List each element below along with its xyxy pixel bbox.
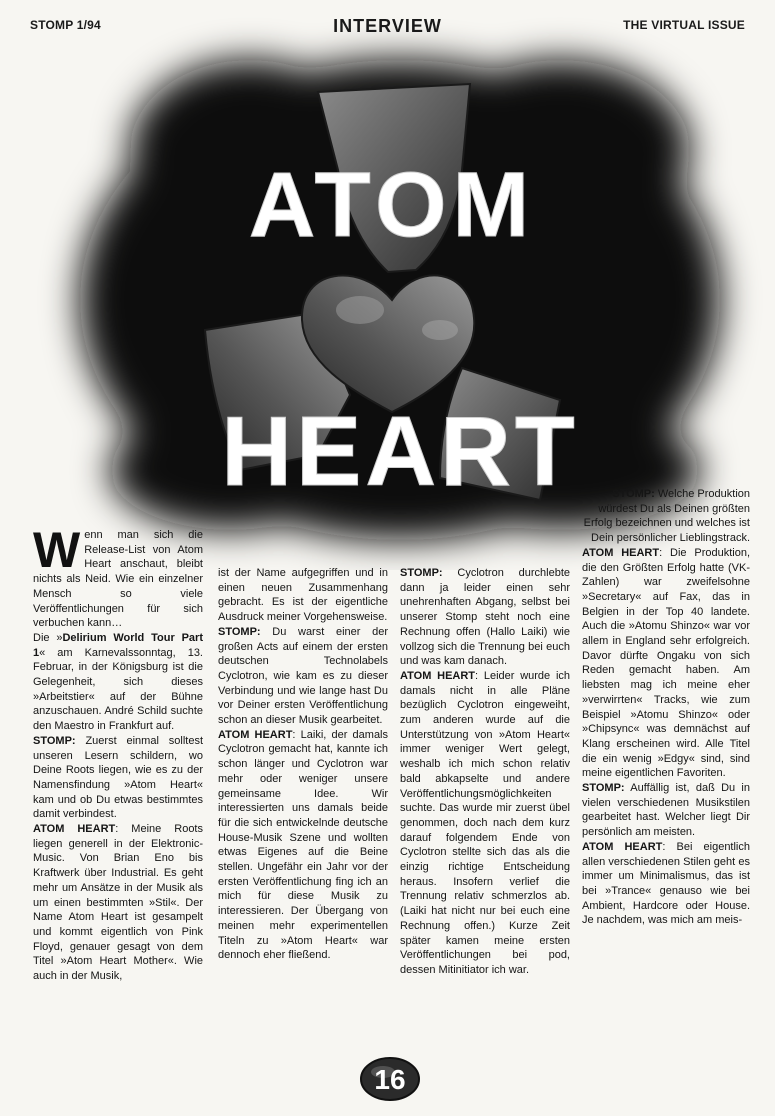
article-column-1 xyxy=(33,522,203,984)
answer-5: ATOM HEART: Bei eigentlich allen verschiedenen Stilen geht es immer um Minimalismus, das ist bei »Trance« genauso wie bei Ambient, Hardcore oder House. Je nachdem, was mich am meis- xyxy=(582,840,750,927)
answer-3: ATOM HEART: Leider wurde ich damals nicht in alle Pläne bezüglich Cyclotron eingeweiht, zum anderen wurde auf die Unterstützung von »Atom Heart« immer weniger Wert gelegt, weshalb ich mich schon relativ bald abkapselte und andere Veröffentlichungsmöglichkeiten suchte. Das wurde mir zuerst übel genommen, doch nach dem kurz darauf folgendem Ende von Cyclotron stellte sich das als die einzig richtige Entscheidung heraus. Insofern verlief die Trennung relativ schmerzlos ab. (Laiki hat nicht nur bei euch eine Rechnung offen.) Kurze Zeit später kamen meine ersten Veröffentlichungen bei pod, dessen Mitinitiator ich war. xyxy=(400,669,570,976)
question-2: STOMP: Du warst einer der großen Acts auf einem der ersten deutschen Technolabels Cyclotron, wie kam es zu dieser Verbindung und wie lange hast Du vor Deiner ersten Veröffentlichung schon an dieser Musik gearbeitet. xyxy=(218,625,388,727)
header-issue-name: THE VIRTUAL ISSUE xyxy=(623,18,745,32)
question-5: STOMP: Auffällig ist, daß Du in vielen verschiedenen Musikstilen gearbeitet hast. Welcher liegt Dir persönlich am meisten. xyxy=(582,782,750,839)
answer-1: ATOM HEART: Meine Roots liegen generell in der Elektronic-Music. Von Brian Eno bis Kraftwerk über Industrial. Es geht mehr um Ansätze in der Musik als um einen bestimmten »Stil«. Der Name Atom Heart ist gesampelt und kommt eigentlich von Pink Floyd, genauer gesagt von dem Titel »Atom Heart Mother«. Wie auch in der Musik, xyxy=(33,823,203,983)
question-1: STOMP: Zuerst einmal solltest unseren Lesern schildern, wo Deine Roots liegen, wie es zu der Namensfindung »Atom Heart« kam und ob Du etwas bestimmtes damit verbindest. xyxy=(33,734,203,821)
question-3: STOMP: Cyclotron durchlebte dann ja leider einen sehr unehrenhaften Abgang, selbst bei unserer Stomp steht noch eine Rechnung offen (Hallo Laiki) wie vollzog sich die Trennung bei euch und was kam danach. xyxy=(400,567,570,668)
answer-1-continued: ist der Name aufgegriffen und in einen neuen Zusammenhang gebracht. Es ist der eigentliche Ausdruck meiner Vorgehensweise. xyxy=(218,567,388,624)
article-column-4 xyxy=(582,487,750,928)
page-number-badge xyxy=(359,1056,421,1102)
page-number: 16 xyxy=(374,1064,406,1095)
header-section-title: INTERVIEW xyxy=(333,16,442,36)
event-paragraph: Die »Delirium World Tour Part 1« am Karnevalssonntag, 13. Februar, in der Königsburg ist die Gelegenheit, sich dieses »Arbeitstier« auf der Bühne anzuschauen. André Schild suchte den Maestro in Frankfurt auf. xyxy=(33,631,203,733)
article-column-3 xyxy=(400,566,570,978)
hero-title-line1: ATOM xyxy=(248,154,536,256)
drop-cap: W xyxy=(33,522,81,578)
hero-title-line2: HEART xyxy=(221,396,579,506)
answer-4: ATOM HEART: Die Produktion, die den Größten Erfolg hatte (VK-Zahlen) war zweifelsohne »Secretary« auf Fax, das in Belgien in der Top 40 landete. Auch die »Atomu Shinzo« war vor allem in England sehr erfolgreich. Davor dürfte Ongaku von sich Reden gemacht haben. Am liebsten mag ich meine eher »verwirrten« Tracks, wie zum Beispiel »Atomu Shinzo« oder »Chipsync« was demnächst auf Klang erscheinen wird. Alle Titel die ein wenig »Edgy« sind, sind meine eigentlichen Favoriten. xyxy=(582,546,751,780)
answer-2: ATOM HEART: Laiki, der damals Cyclotron gemacht hat, kannte ich schon länger und Cyclotron war mehr oder weniger unsere gemeinsame Idee. Wir interessierten uns damals beide für die sich entwickelnde deutsche House-Musik Szene und wollten etwas Eigenes auf die Beine stellen. Ungefähr ein Jahr vor der ersten Veröffentlichung fing ich an mich für diese Musik zu interessieren. Der Übergang von meinen mehr experimentellen Titeln zu »Atom Heart« war dennoch eher fließend. xyxy=(218,728,389,962)
intro-paragraph: Wenn man sich die Release-List von Atom Heart anschaut, bleibt nichts als Neid. Wie ein einzelner Mensch so viele Veröffentlichungen für sich verbuchen kann… xyxy=(33,522,203,630)
article-column-2 xyxy=(218,566,388,963)
header-issue: STOMP 1/94 xyxy=(30,18,101,32)
question-4: STOMP: Welche Produktion würdest Du als Deinen größten Erfolg bezeichnen und welches ist Dein persönlicher Lieblingstrack. xyxy=(583,488,750,545)
